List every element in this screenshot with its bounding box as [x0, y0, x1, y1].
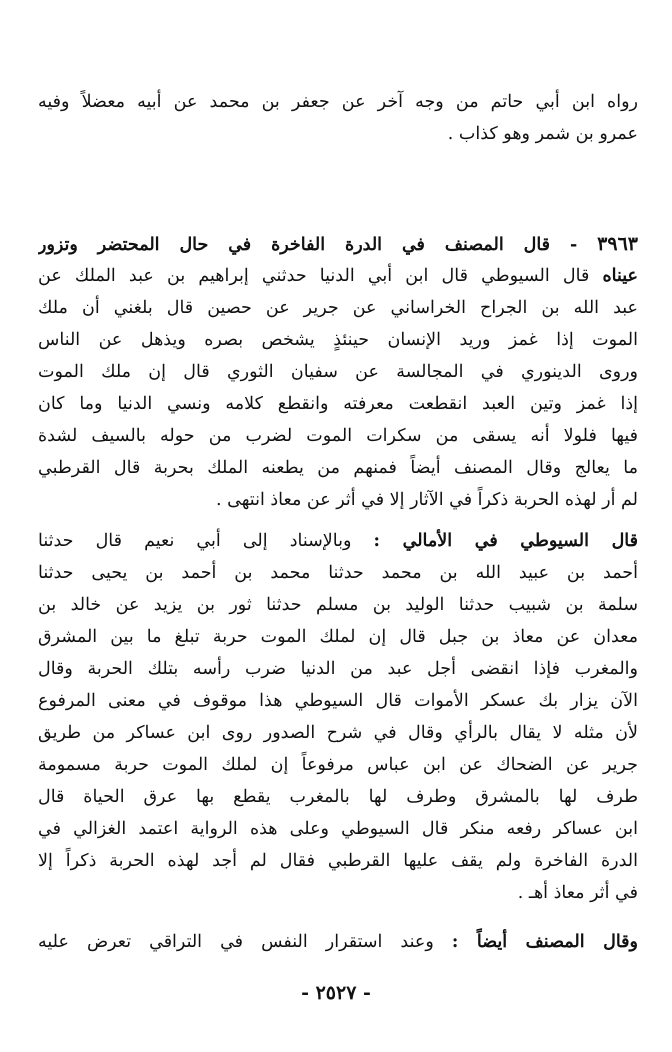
amali-paragraph — [38, 525, 638, 909]
text-line: إذا غمز وتين العبد انقطعت معرفته وانقطع كلامه ونسي الدنيا وما كان — [38, 394, 638, 414]
text-line: والمغرب فإذا انقضى أجل عبد من الدنيا ضرب رأسه بتلك الحربة وقال — [38, 659, 638, 679]
page-number: - ٢٥٢٧ - — [301, 982, 371, 1004]
entry-3963 — [38, 228, 638, 516]
last-para-label: وقال المصنف أيضاً : — [451, 932, 638, 952]
text-line — [38, 525, 638, 557]
text-span: وبالإسناد إلى أبي نعيم قال حدثنا — [38, 531, 352, 551]
entry-heading: قال المصنف في الدرة الفاخرة في حال المحتضر وتزور — [38, 235, 551, 255]
top-paragraph — [38, 86, 638, 150]
text-line: لم أر لهذه الحربة ذكراً في الآثار إلا في أثر عن معاذ انتهى . — [216, 490, 638, 510]
text-line: عبد الله بن الجراح الخراساني عن جرير عن حصين قال بلغني أن ملك — [38, 298, 638, 318]
text-line: وروى الدينوري في المجالسة عن سفيان الثوري قال إن ملك الموت — [38, 362, 638, 382]
last-paragraph — [38, 926, 638, 958]
text-line: ما يعالج وقال المصنف أيضاً فمنهم من يطعنه الملك بحربة قال القرطبي — [38, 458, 638, 478]
text-line — [38, 260, 638, 292]
text-line: الآن يزار بك عسكر الأموات قال السيوطي هذا موقوف في معنى المرفوع — [38, 691, 638, 711]
text-line: في أثر معاذ أهـ . — [517, 883, 638, 903]
text-line: جرير عن الضحاك عن ابن عباس مرفوعاً إن لملك الموت حربة مسمومة — [38, 755, 638, 775]
text-line: عمرو بن شمر وهو كذاب . — [447, 124, 638, 144]
entry-number: ٣٩٦٣ — [597, 233, 638, 255]
text-line: الموت إذا غمز وريد الإنسان حينئذٍ يشخص بصره ويذهل عن الناس — [38, 330, 638, 350]
text-line: أحمد بن عبيد الله بن محمد حدثنا محمد بن أحمد بن يحيى حدثنا — [38, 563, 638, 583]
text-line: معدان عن معاذ بن جبل قال إن لملك الموت حربة تبلغ ما بين المشرق — [38, 627, 638, 647]
text-line — [38, 926, 638, 958]
text-line: طرف لها بالمشرق وطرف لها بالمغرب يقطع بها عرق الحياة قال — [38, 787, 638, 807]
text-line: ابن عساكر رفعه منكر قال السيوطي وعلى هذه الرواية اعتمد الغزالي في — [38, 819, 638, 839]
text-span: وعند استقرار النفس في التراقي تعرض عليه — [38, 932, 434, 952]
entry-heading-line: ٣٩٦٣ - قال المصنف في الدرة الفاخرة في حال المحتضر وتزور — [38, 233, 638, 255]
amali-label: قال السيوطي في الأمالي : — [373, 531, 638, 551]
text-line: رواه ابن أبي حاتم من وجه آخر عن جعفر بن محمد عن أبيه معضلاً وفيه — [38, 92, 638, 112]
heading-continuation: عيناه — [602, 266, 638, 286]
text-line: الدرة الفاخرة ولم يقف عليها القرطبي فقال لم أجد لهذه الحربة ذكراً إلا — [38, 851, 638, 871]
text-line: سلمة بن شبيب حدثنا الوليد بن مسلم حدثنا ثور بن يزيد عن خالد بن — [38, 595, 638, 615]
text-line: فيها فلولا أنه يسقى من سكرات الموت لضرب من حوله بالسيف لشدة — [38, 426, 638, 446]
text-span: قال السيوطي قال ابن أبي الدنيا حدثني إبراهيم بن عبد الملك عن — [38, 266, 590, 286]
text-line: لأن مثله لا يقال بالرأي وقال في شرح الصدور روى ابن عساكر من طريق — [38, 723, 638, 743]
